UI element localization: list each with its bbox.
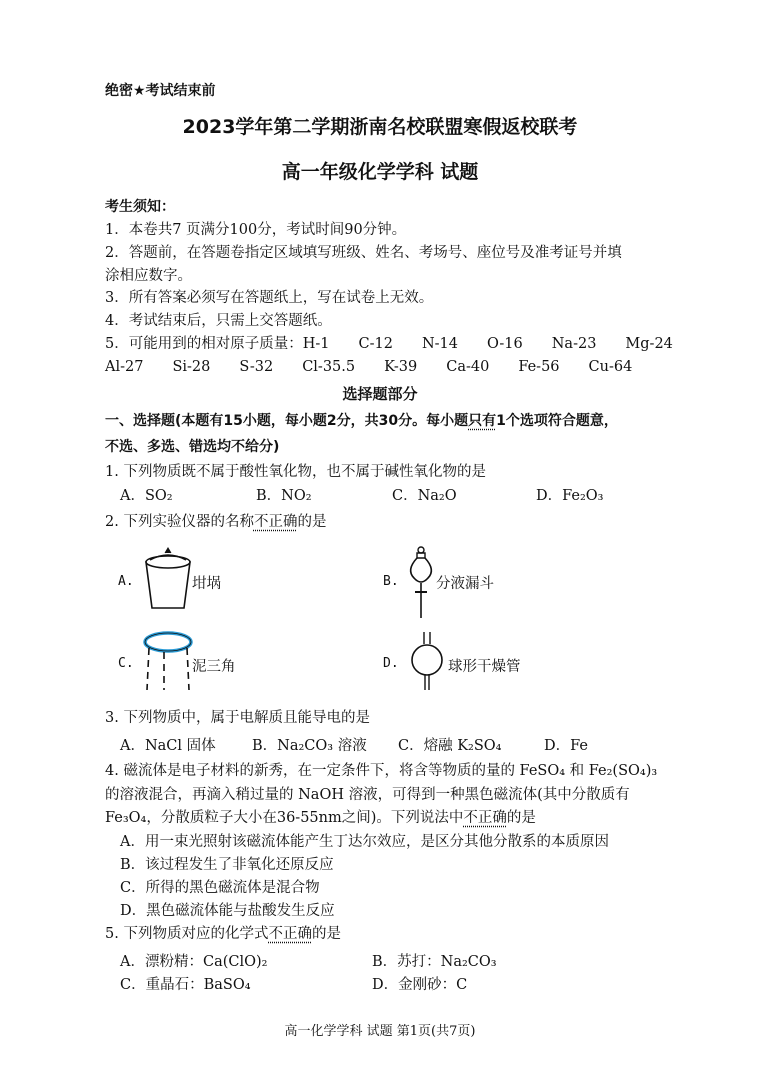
q1-option-c: C．Na₂O bbox=[392, 488, 457, 504]
notice-line: Al-27 Si-28 S-32 Cl-35.5 K-39 Ca-40 Fe-56 Cu-64 bbox=[105, 359, 633, 375]
q4-option-c: C．所得的黑色磁流体是混合物 bbox=[120, 880, 320, 896]
q2-name-a: 坩埚 bbox=[192, 576, 221, 592]
notice-line: 涂相应数字。 bbox=[105, 268, 192, 284]
q2-letter-a: A. bbox=[118, 574, 134, 589]
notice-line: 5．可能用到的相对原子质量：H-1 C-12 N-14 O-16 Na-23 Mg-24 bbox=[105, 336, 673, 352]
confidential-label: 绝密★考试结束前 bbox=[105, 83, 216, 99]
q4-option-b: B．该过程发生了非氧化还原反应 bbox=[120, 857, 334, 873]
q5-stem: 5. 下列物质对应的化学式不正确的是 bbox=[105, 926, 341, 942]
q1-option-a: A．SO₂ bbox=[120, 488, 173, 504]
q5-option-d: D．金刚砂：C bbox=[372, 977, 468, 993]
drying-tube-icon bbox=[410, 632, 444, 690]
q1-option-b: B．NO₂ bbox=[256, 488, 312, 504]
q3-option-c: C．熔融 K₂SO₄ bbox=[398, 738, 502, 754]
q2-name-d: 球形干燥管 bbox=[448, 659, 521, 675]
exam-subtitle: 高一年级化学学科 试题 bbox=[281, 161, 479, 183]
section-title: 选择题部分 bbox=[342, 385, 418, 403]
q2-name-b: 分液漏斗 bbox=[436, 576, 494, 592]
q2-stem: 2. 下列实验仪器的名称不正确的是 bbox=[105, 514, 327, 530]
q4-option-a: A．用一束光照射该磁流体能产生丁达尔效应，是区分其他分散系的本质原因 bbox=[120, 834, 609, 850]
q5-option-c: C．重晶石：BaSO₄ bbox=[120, 977, 251, 993]
q1-stem: 1. 下列物质既不属于酸性氧化物，也不属于碱性氧化物的是 bbox=[105, 464, 486, 480]
notice-line: 2．答题前，在答题卷指定区域填写班级、姓名、考场号、座位号及准考证号并填 bbox=[105, 245, 622, 261]
section-instructions: 一、选择题(本题有15小题，每小题2分，共30分。每小题只有1个选项符合题意， bbox=[105, 413, 618, 429]
notice-line: 1．本卷共7 页满分100分，考试时间90分钟。 bbox=[105, 222, 407, 238]
q2-letter-b: B. bbox=[383, 574, 399, 589]
q3-option-b: B．Na₂CO₃ 溶液 bbox=[252, 738, 367, 754]
crucible-icon bbox=[140, 548, 196, 612]
clay-triangle-icon bbox=[140, 630, 196, 694]
page-footer: 高一化学学科 试题 第1页(共7页) bbox=[284, 1024, 476, 1039]
q4-option-d: D．黑色磁流体能与盐酸发生反应 bbox=[120, 903, 335, 919]
separatory-funnel-icon bbox=[404, 546, 438, 618]
q4-stem-line3: Fe₃O₄，分散质粒子大小在36-55nm之间)。下列说法中不正确的是 bbox=[105, 810, 536, 826]
q5-option-a: A．漂粉精：Ca(ClO)₂ bbox=[120, 954, 268, 970]
notice-line: 3．所有答案必须写在答题纸上，写在试卷上无效。 bbox=[105, 290, 434, 306]
q3-option-d: D．Fe bbox=[544, 738, 588, 754]
q4-stem-line2: 的溶液混合，再滴入稍过量的 NaOH 溶液，可得到一种黑色磁流体(其中分散质有 bbox=[105, 787, 630, 803]
q3-stem: 3. 下列物质中，属于电解质且能导电的是 bbox=[105, 710, 370, 726]
q2-name-c: 泥三角 bbox=[192, 659, 236, 675]
section-instructions-cont: 不选、多选、错选均不给分) bbox=[105, 439, 280, 455]
q3-option-a: A．NaCl 固体 bbox=[120, 738, 216, 754]
q2-letter-d: D. bbox=[383, 656, 399, 671]
q2-letter-c: C. bbox=[118, 656, 134, 671]
q5-option-b: B．苏打：Na₂CO₃ bbox=[372, 954, 497, 970]
q4-stem-line1: 4. 磁流体是电子材料的新秀，在一定条件下，将含等物质的量的 FeSO₄ 和 Fe₂(SO₄)₃ bbox=[105, 763, 658, 779]
notice-heading: 考生须知： bbox=[105, 199, 175, 215]
q1-option-d: D．Fe₂O₃ bbox=[536, 488, 604, 504]
exam-title: 2023学年第二学期浙南名校联盟寒假返校联考 bbox=[182, 116, 578, 138]
notice-line: 4．考试结束后，只需上交答题纸。 bbox=[105, 313, 332, 329]
